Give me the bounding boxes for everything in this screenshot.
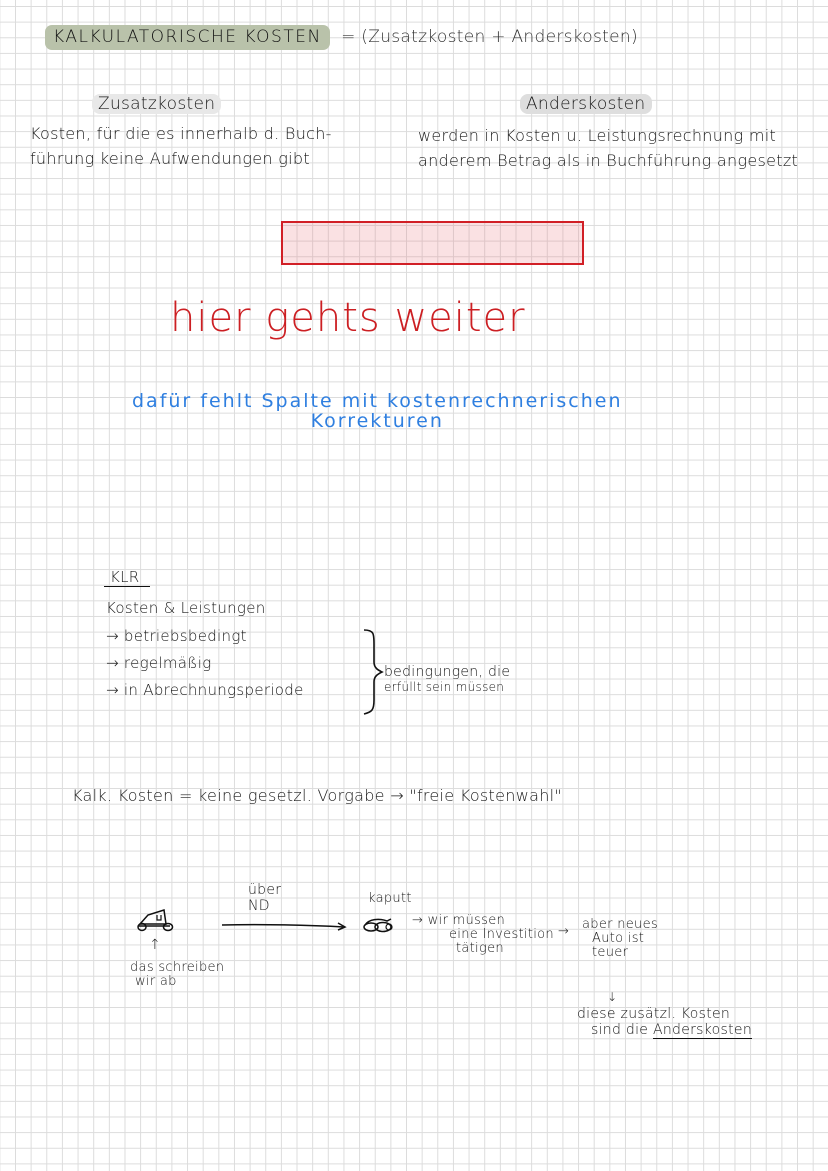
klr-condition-item: → regelmäßig: [106, 654, 212, 672]
klr-condition-item: → in Abrechnungsperiode: [106, 681, 304, 699]
klr-condition-item: → betriebsbedingt: [106, 627, 247, 645]
conclusion-prefix: sind die: [591, 1022, 649, 1038]
conclusion-line-2: [591, 1022, 752, 1038]
zusatzkosten-line-2: führung keine Aufwendungen gibt: [30, 149, 310, 168]
zusatzkosten-line-1: Kosten, für die es innerhalb d. Buch-: [30, 124, 332, 143]
zusatzkosten-heading-label: Zusatzkosten: [92, 94, 221, 114]
new-car-line-2: Auto ist: [592, 931, 645, 946]
page-header: [45, 27, 638, 47]
investment-step: [412, 914, 554, 956]
curly-brace-icon: [360, 628, 384, 716]
zusatzkosten-heading: [92, 94, 221, 114]
anderskosten-line-2: anderem Betrag als in Buchführung angesetzt: [418, 151, 799, 170]
new-car-line-3: teuer: [592, 945, 629, 960]
title-formula: = (Zusatzkosten + Anderskosten): [341, 27, 638, 47]
arrow-label-line-2: ND: [248, 898, 270, 914]
red-note: hier gehts weiter: [170, 295, 526, 341]
conclusion-line-1: diese zusätzl. Kosten: [577, 1006, 731, 1022]
klr-conditions-list: [106, 623, 304, 704]
blue-note: [132, 390, 623, 432]
car-caption-line-2: wir ab: [135, 974, 177, 989]
car-icon: [136, 904, 176, 934]
car-caption-arrow: ↑: [149, 937, 162, 953]
conclusion: [577, 1006, 752, 1038]
anderskosten-definition: [418, 123, 798, 173]
blue-note-line-1: dafür fehlt Spalte mit kostenrechnerischen: [132, 390, 623, 412]
page-title: KALKULATORISCHE KOSTEN: [45, 25, 330, 50]
step2-arrow: →: [558, 924, 570, 939]
investment-step-line-2: eine Investition: [449, 927, 554, 942]
brace-note-line-2: erfüllt sein müssen: [384, 680, 505, 694]
long-arrow-icon: [220, 920, 350, 932]
new-car-expensive-step: [582, 918, 658, 960]
klr-subheading: Kosten & Leistungen: [106, 599, 266, 617]
anderskosten-heading-label: Anderskosten: [520, 94, 652, 114]
blue-note-line-2: Korrekturen: [310, 410, 444, 432]
klr-heading-label: KLR: [104, 568, 150, 587]
down-arrow: ↓: [607, 990, 618, 1004]
klr-heading: [104, 566, 150, 588]
anderskosten-heading: [520, 94, 652, 114]
brace-note-line-1: bedingungen, die: [384, 664, 511, 680]
anderskosten-line-1: werden in Kosten u. Leistungsrechnung mit: [418, 126, 777, 145]
new-car-line-1: aber neues: [582, 917, 658, 932]
investment-step-line-1: → wir müssen: [412, 913, 506, 928]
arrow-label-line-1: über: [248, 882, 282, 898]
broken-car-icon: [361, 915, 397, 935]
kalk-kosten-definition: Kalk. Kosten = keine gesetzl. Vorgabe → "freie Kostenwahl": [72, 786, 563, 805]
brace-note: [384, 665, 510, 695]
red-placeholder-box: [281, 221, 584, 265]
car-caption: [130, 961, 224, 989]
car-caption-line-1: das schreiben: [130, 960, 225, 975]
broken-label: kaputt: [368, 891, 412, 906]
zusatzkosten-definition: [30, 121, 332, 171]
conclusion-keyword: Anderskosten: [652, 1022, 752, 1038]
investment-step-line-3: tätigen: [456, 941, 504, 956]
arrow-label: [248, 882, 281, 914]
